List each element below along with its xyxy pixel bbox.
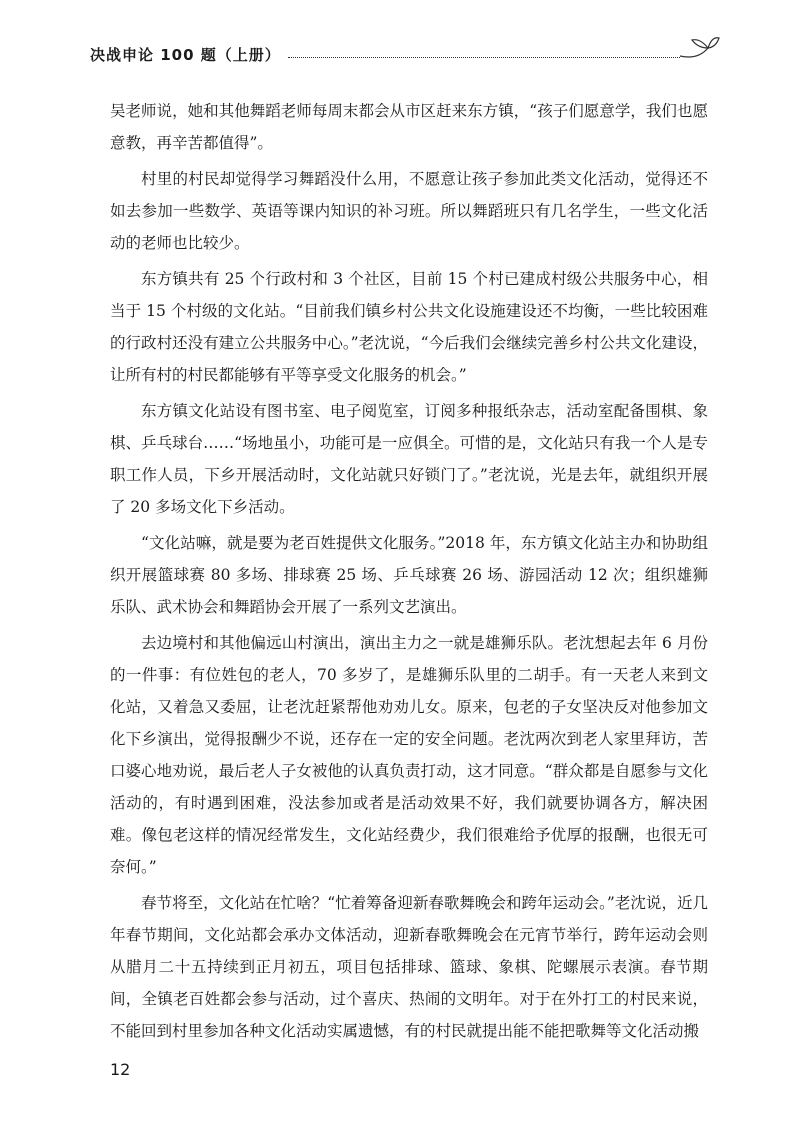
paragraph-4: 东方镇文化站设有图书室、电子阅览室，订阅多种报纸杂志，活动室配备围棋、象棋、乒乓球台……“场地虽小，功能可是一应俱全。可惜的是，文化站只有我一个人是专职工作人员，下乡开展活动时，文化站就只好锁门了。”老沈说，光是去年，就组织开展了 20 多场文化下乡活动。 bbox=[110, 402, 708, 516]
page-number: 12 bbox=[110, 1060, 131, 1079]
paragraph-7: 春节将至，文化站在忙啥？“忙着筹备迎新春歌舞晚会和跨年运动会。”老沈说，近几年春节期间，文化站都会承办文体活动，迎新春歌舞晚会在元宵节举行，跨年运动会则从腊月二十五持续到正月初五，项目包括排球、篮球、象棋、陀螺展示表演。春节期间，全镇老百姓都会参与活动，过个喜庆、热闹的文明年。对于在外打工的村民来说，不能回到村里参加各种文化活动实属遗憾，有的村民就提出能不能把歌舞等文化活动搬 bbox=[110, 894, 708, 1040]
paragraph-3: 东方镇共有 25 个行政村和 3 个社区，目前 15 个村已建成村级公共服务中心，相当于 15 个村级的文化站。“目前我们镇乡村公共文化设施建设还不均衡，一些比较困难的行政村还没有建立公共服务中心。”老沈说，“今后我们会继续完善乡村公共文化建设，让所有村的村民都能够有平等享受文化服务的机会。” bbox=[110, 270, 708, 384]
paragraph-6: 去边境村和其他偏远山村演出，演出主力之一就是雄狮乐队。老沈想起去年 6 月份的一件事：有位姓包的老人，70 多岁了，是雄狮乐队里的二胡手。有一天老人来到文化站，又着急又委屈，让老沈赶紧帮他劝劝儿女。原来，包老的子女坚决反对他参加文化下乡演出，觉得报酬少不说，还存在一定的安全问题。老沈两次到老人家里拜访，苦口婆心地劝说，最后老人子女被他的认真负责打动，这才同意。“群众都是自愿参与文化活动的，有时遇到困难，没法参加或者是活动效果不好，我们就要协调各方，解决困难。像包老这样的情况经常发生，文化站经费少，我们很难给予优厚的报酬，也很无可奈何。” bbox=[110, 634, 708, 876]
paragraph-1: 吴老师说，她和其他舞蹈老师每周末都会从市区赶来东方镇，“孩子们愿意学，我们也愿意教，再辛苦都值得”。 bbox=[110, 102, 708, 152]
paragraph-2: 村里的村民却觉得学习舞蹈没什么用，不愿意让孩子参加此类文化活动，觉得还不如去参加一些数学、英语等课内知识的补习班。所以舞蹈班只有几名学生，一些文化活动的老师也比较少。 bbox=[110, 170, 708, 252]
header-dotted-rule bbox=[288, 57, 680, 58]
body-text bbox=[110, 95, 708, 1051]
sprout-icon bbox=[678, 34, 720, 62]
book-title: 决战申论 100 题（上册） bbox=[90, 46, 281, 64]
running-header bbox=[90, 40, 720, 68]
paragraph-5: “文化站嘛，就是要为老百姓提供文化服务。”2018 年，东方镇文化站主办和协助组织开展篮球赛 80 多场、排球赛 25 场、乒乓球赛 26 场、游园活动 12 次；组织雄狮乐队、武术协会和舞蹈协会开展了一系列文艺演出。 bbox=[110, 534, 708, 616]
